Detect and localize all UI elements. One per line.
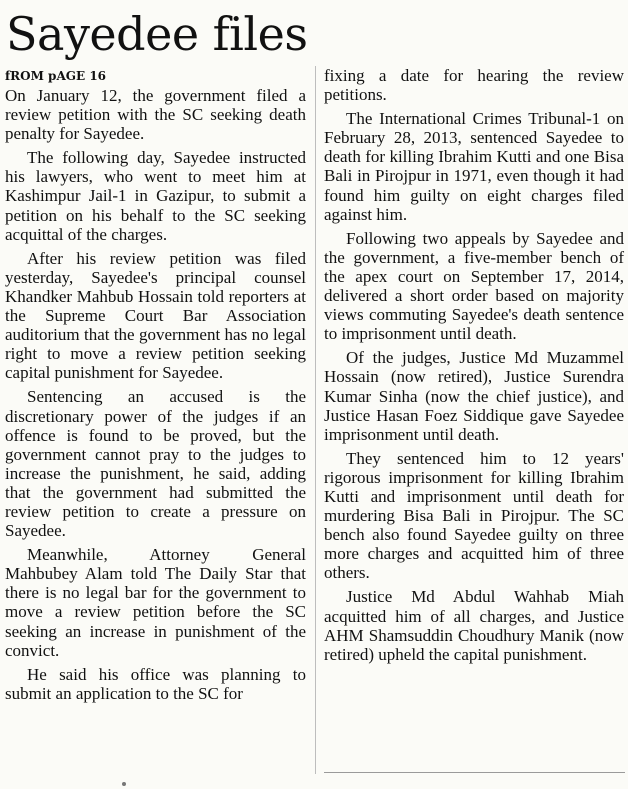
article-paragraph: Sentencing an accused is the discretionary power of the judges if an offence is found to be proved, but the government cannot pray to the judges to increase the punishment, he said, adding that the government had submitted the review petition to create a pressure on Sayedee. — [5, 387, 306, 541]
article-paragraph-continued: fixing a date for hearing the review petitions. — [324, 66, 624, 105]
article-paragraph: Justice Md Abdul Wahhab Miah acquitted him of all charges, and Justice AHM Shamsuddin Choudhury Manik (now retired) upheld the capital punishment. — [324, 587, 624, 664]
article-paragraph: Following two appeals by Sayedee and the government, a five-member bench of the apex court on September 17, 2014, delivered a short order based on majority views commuting Sayedee's death sentence to imprisonment until death. — [324, 228, 624, 344]
article-paragraph: On January 12, the government filed a review petition with the SC seeking death penalty for Sayedee. — [5, 86, 306, 144]
article-headline: Sayedee files — [6, 7, 308, 61]
article-paragraph: They sentenced him to 12 years' rigorous imprisonment for killing Ibrahim Kutti and imprisonment until death for murdering Bisa Bali in Pirojpur. The SC bench also found Sayedee guilty on three more charges and acquitted him of three others. — [324, 448, 624, 583]
article-column-right — [324, 66, 624, 669]
print-mark — [122, 782, 126, 786]
article-paragraph: Of the judges, Justice Md Muzammel Hossain (now retired), Justice Surendra Kumar Sinha (now the chief justice), and Justice Hasan Foez Siddique gave Sayedee imprisonment until death. — [324, 348, 624, 444]
article-paragraph: After his review petition was filed yesterday, Sayedee's principal counsel Khandker Mahbub Hossain told reporters at the Supreme Court Bar Association auditorium that the government has no legal right to move a review petition seeking capital punishment for Sayedee. — [5, 248, 306, 383]
article-paragraph: He said his office was planning to submit an application to the SC for — [5, 664, 306, 703]
continued-from-label: fROM pAGE 16 — [5, 69, 107, 83]
article-paragraph: The International Crimes Tribunal-1 on February 28, 2013, sentenced Sayedee to death for killing Ibrahim Kutti and one Bisa Bali in Pirojpur in 1971, even though it had found him guilty on eight charges filed against him. — [324, 109, 624, 224]
column-divider — [315, 66, 316, 774]
column-end-rule — [324, 772, 625, 773]
article-paragraph: Meanwhile, Attorney General Mahbubey Alam told The Daily Star that there is no legal bar for the government to move a review petition before the SC seeking an increase in punishment of the convict. — [5, 545, 306, 660]
article-paragraph: The following day, Sayedee instructed his lawyers, who went to meet him at Kashimpur Jail-1 in Gazipur, to submit a petition on his behalf to the SC seeking acquittal of the charges. — [5, 148, 306, 244]
article-column-left — [5, 66, 306, 708]
